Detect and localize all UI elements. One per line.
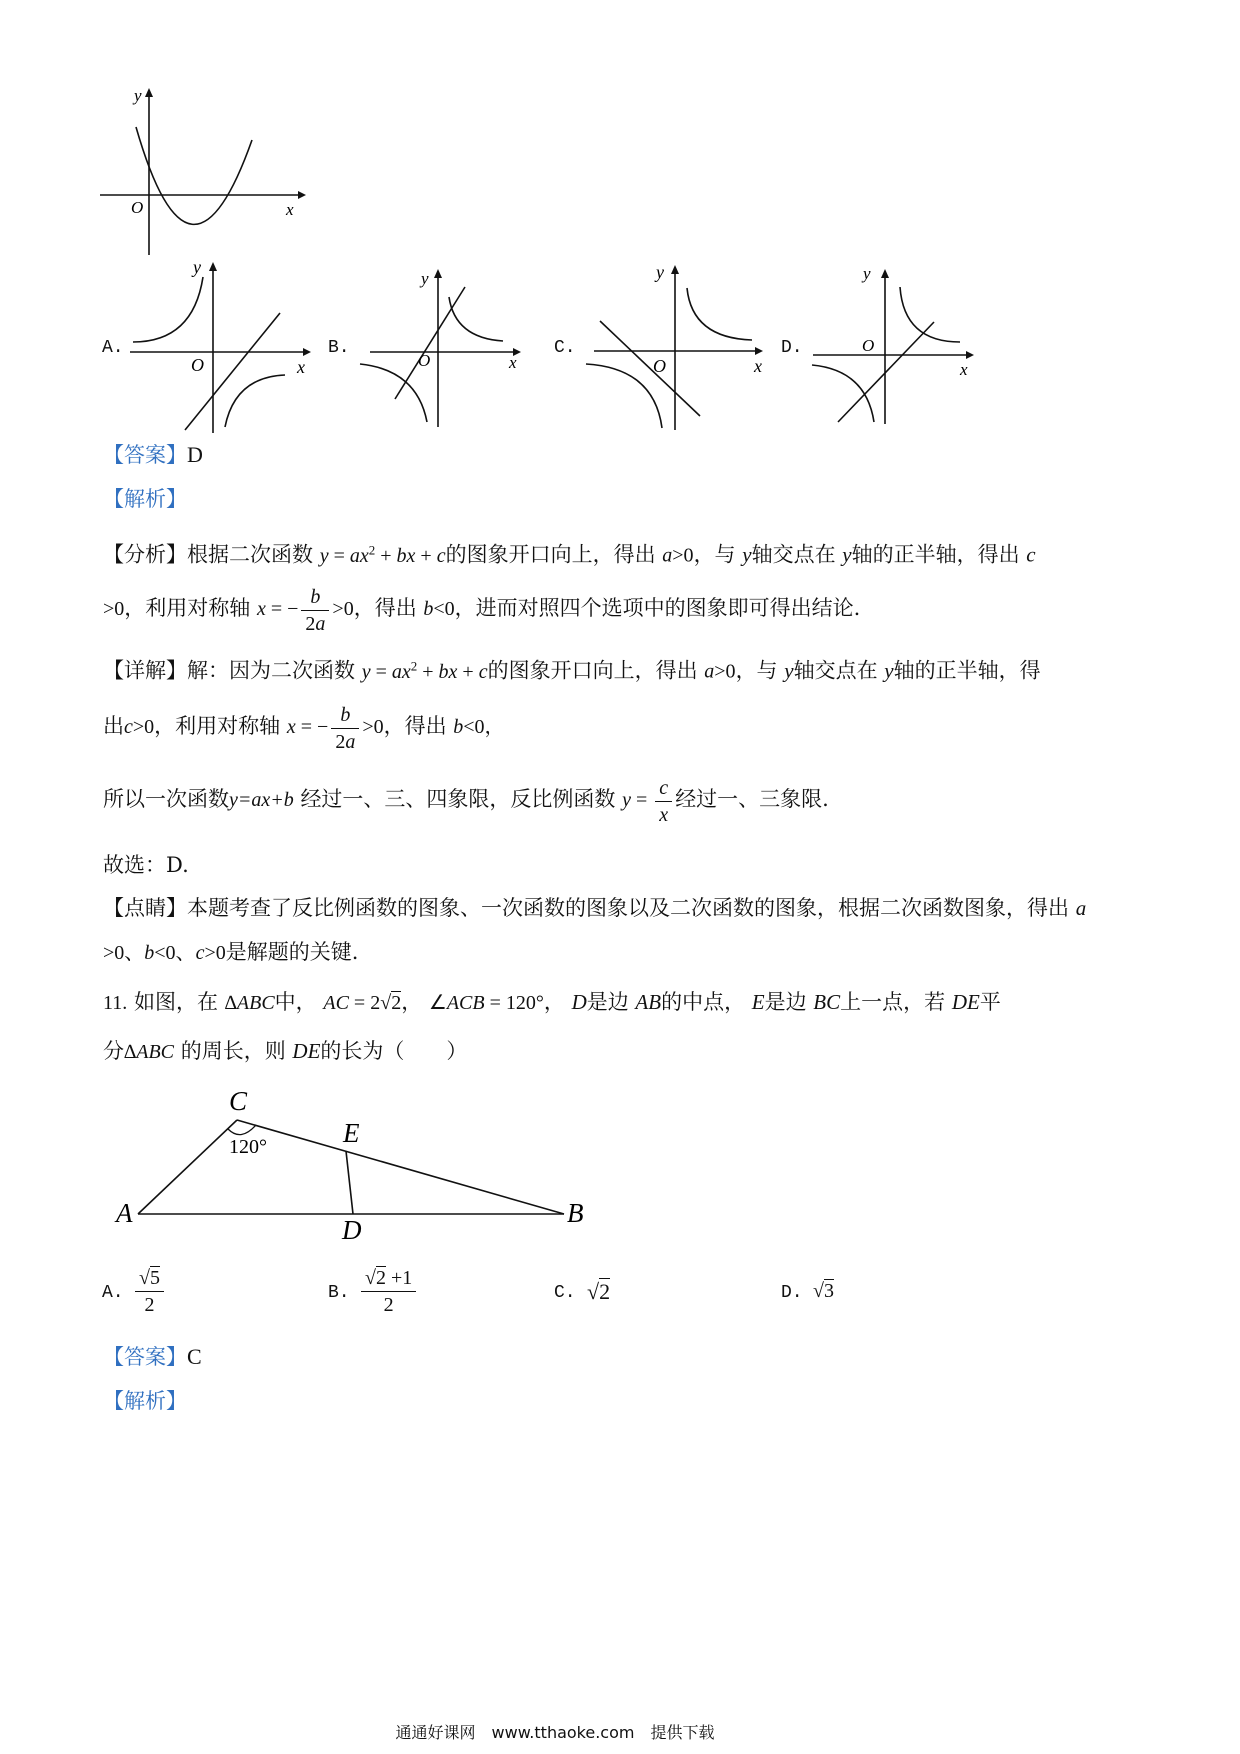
axis-label-x: x — [960, 360, 968, 379]
angle-label: 120° — [229, 1136, 267, 1158]
parabola-graph — [100, 85, 310, 260]
formula-quadratic: $y = ax^2$ + bx + c — [361, 658, 488, 683]
dianjing-header: 【点睛】 — [103, 896, 187, 920]
text: 中， — [274, 990, 317, 1014]
var: y — [784, 658, 794, 683]
text: 分 — [103, 1039, 124, 1063]
vertex-label-b: B — [567, 1198, 584, 1228]
q11-option-d-value[interactable]: √3 — [813, 1280, 834, 1302]
origin-label: O — [418, 351, 431, 370]
formula-quadratic: $y = ax^2$ + bx + c — [319, 542, 446, 567]
formula: >0、b<0、c>0 — [103, 942, 226, 964]
answer-value: C — [187, 1344, 202, 1369]
text: 解：因为二次函数 — [187, 658, 355, 683]
text: 如图，在 — [133, 990, 218, 1014]
axis-label-x: x — [297, 357, 305, 377]
dianjing-line-2 — [103, 938, 358, 967]
text: ， — [401, 990, 423, 1014]
axis-label-y: y — [193, 257, 201, 277]
q11-option-b-value[interactable]: $\frac{√2 +1}{2}$ — [358, 1265, 419, 1318]
formula-ac: AC = 2√2 — [323, 992, 402, 1014]
text: ，利用对称轴 — [154, 714, 281, 739]
text: ， — [543, 990, 565, 1014]
text: 上一点，若 — [840, 990, 946, 1014]
var: a — [1075, 896, 1087, 920]
fenxi-header: 【分析】 — [103, 542, 187, 567]
text: 的中点， — [661, 990, 746, 1014]
answer-header: 【答案】 — [103, 1345, 187, 1369]
var: E — [751, 990, 765, 1014]
text: ，与 — [735, 658, 778, 683]
var: DE — [292, 1039, 321, 1063]
text: 根据二次函数 — [187, 542, 313, 567]
text: 平 — [979, 990, 1001, 1014]
q11-option-c-label[interactable]: C. — [554, 1283, 576, 1303]
axis-label-y: y — [656, 262, 664, 282]
dianjing-line-1 — [103, 894, 1086, 922]
axis-label-y: y — [134, 86, 142, 105]
answer-value: D — [187, 442, 203, 467]
triangle-figure — [105, 1080, 605, 1255]
text: 经过一、三象限. — [675, 787, 829, 812]
text: 经过一、三、四象限，反比例函数 — [300, 787, 616, 812]
var: DE — [951, 990, 980, 1014]
text: ，得出 — [353, 596, 417, 621]
formula: ∆ABC — [124, 1041, 175, 1063]
text: 出 — [103, 714, 124, 739]
text: ，进而对照四个选项中的图象即可得出结论. — [454, 596, 861, 621]
text: 是边 — [586, 990, 629, 1014]
vertex-label-a: A — [116, 1198, 133, 1228]
text: 轴的正半轴，得出 — [851, 542, 1020, 567]
text: 轴的正半轴，得 — [893, 658, 1041, 683]
var: D — [571, 990, 587, 1014]
text: 是边 — [764, 990, 807, 1014]
q11-option-c-value[interactable]: √2 — [587, 1279, 611, 1304]
var: AB — [635, 990, 662, 1014]
origin-label: O — [191, 355, 204, 375]
formula-angle: ∠ACB = 120° — [428, 992, 544, 1014]
var: y — [742, 542, 752, 567]
formula-inverse: y = $\frac{c}{x}$ — [622, 789, 675, 811]
text: ，利用对称轴 — [124, 596, 251, 621]
fenxi-line-1 — [103, 536, 1036, 570]
q10-option-d-label[interactable]: D. — [781, 338, 803, 358]
xiangjie-line-1 — [103, 652, 1041, 686]
fenxi-line-2 — [103, 584, 860, 637]
text: 的周长，则 — [180, 1039, 286, 1063]
question-number: 11. — [103, 992, 128, 1014]
axis-label-x: x — [754, 356, 762, 376]
var: y — [842, 542, 852, 567]
q10-option-b-graph[interactable] — [355, 262, 530, 432]
origin-label: O — [653, 356, 666, 376]
q11-analysis-header: 【解析】 — [103, 1389, 187, 1413]
formula: b<0， — [453, 716, 505, 739]
origin-label: O — [131, 198, 144, 217]
answer-header: 【答案】 — [103, 443, 187, 467]
q11-answer-line — [103, 1343, 202, 1371]
formula: ∆ABC — [224, 992, 275, 1014]
axis-label-x: x — [286, 200, 294, 219]
q11-option-a-label[interactable]: A. — [102, 1283, 124, 1303]
var: BC — [813, 990, 841, 1014]
vertex-label-c: C — [229, 1086, 248, 1116]
axis-label-x: x — [509, 353, 517, 372]
text: 轴交点在 — [751, 542, 836, 567]
text: 所以一次函数 — [103, 787, 229, 812]
formula-axis: x = − $\frac{b}{2a}$ >0 — [286, 704, 384, 753]
q11-option-b-label[interactable]: B. — [328, 1283, 350, 1303]
var: c — [1026, 542, 1036, 567]
q11-stem-line-1 — [103, 988, 1001, 1017]
text: ，与 — [693, 542, 736, 567]
axis-label-y: y — [421, 269, 429, 288]
text: 本题考查了反比例函数的图象、一次函数的图象以及二次函数的图象，根据二次函数图象，得出 — [187, 896, 1069, 920]
text: 的图象开口向上，得出 — [445, 542, 656, 567]
xiangjie-line-3 — [103, 775, 829, 828]
q11-stem-line-2 — [103, 1037, 467, 1066]
q11-option-d-label[interactable]: D. — [781, 1283, 803, 1303]
q10-analysis-header: 【解析】 — [103, 487, 187, 511]
formula: >0 — [103, 598, 125, 621]
axis-label-y: y — [863, 264, 871, 283]
formula: b<0 — [423, 598, 455, 621]
var: y — [884, 658, 894, 683]
vertex-label-e: E — [343, 1118, 360, 1148]
formula: a>0 — [704, 660, 736, 683]
q10-option-c-label[interactable]: C. — [554, 338, 576, 358]
formula: a>0 — [662, 544, 694, 567]
q10-option-d-graph[interactable] — [808, 262, 988, 430]
q10-option-a-label[interactable]: A. — [102, 338, 124, 358]
q10-option-c-graph[interactable] — [582, 258, 777, 433]
origin-label: O — [862, 336, 875, 355]
vertex-label-d: D — [342, 1215, 362, 1245]
text: 的长为（ ） — [320, 1039, 468, 1063]
text: ，得出 — [383, 714, 447, 739]
guxuan-line: 故选：D. — [103, 853, 189, 877]
text: 的图象开口向上，得出 — [487, 658, 698, 683]
xiangjie-header: 【详解】 — [103, 658, 187, 683]
text: 轴交点在 — [793, 658, 878, 683]
q10-answer-line — [103, 441, 203, 469]
formula-axis: x = − $\frac{b}{2a}$ >0 — [256, 586, 354, 635]
text: 是解题的关键. — [225, 940, 359, 964]
q10-option-b-label[interactable]: B. — [328, 338, 350, 358]
xiangjie-line-2 — [103, 702, 505, 755]
footer-text: 通通好课网 www.tthaoke.com 提供下载 — [395, 1723, 715, 1742]
formula: c>0 — [124, 716, 155, 739]
formula-linear: y=ax+b — [229, 789, 294, 812]
q10-option-a-graph[interactable] — [125, 255, 315, 435]
q11-option-a-value[interactable]: $\frac{√5}{2}$ — [132, 1265, 167, 1318]
